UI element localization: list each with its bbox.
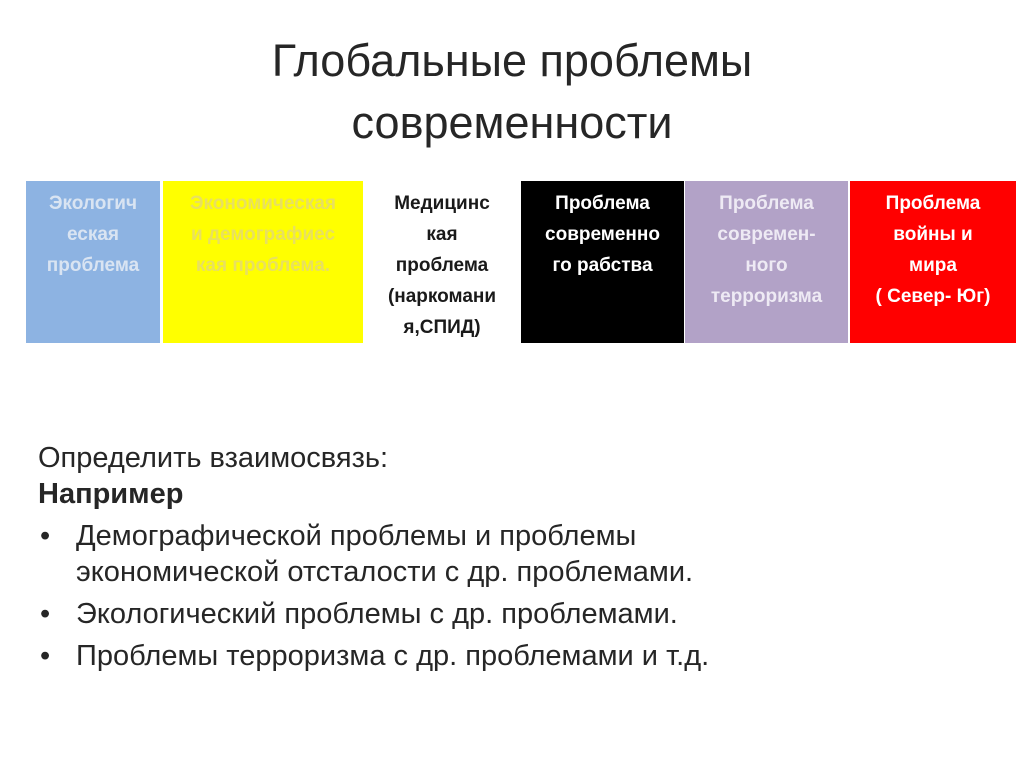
slide-title <box>0 30 1024 154</box>
example-label: Например <box>38 478 184 510</box>
bullet-line: экономической отсталости с др. проблемами. <box>76 556 694 588</box>
slide-title-line-2: современности <box>351 97 673 148</box>
bullet-line: Проблемы терроризма с др. проблемами и т.д. <box>76 640 710 672</box>
slide-body <box>38 440 998 674</box>
problem-ecological-line: проблема <box>46 255 140 276</box>
problem-war-line: мира <box>909 255 957 276</box>
problem-economic-demographic <box>163 181 363 343</box>
bullet-item <box>38 596 998 632</box>
problem-war-line: войны и <box>893 224 973 245</box>
problem-medical-line: я,СПИД) <box>403 317 481 338</box>
problem-war-line: Проблема <box>885 193 981 214</box>
problem-medical-line: (наркомани <box>387 286 497 307</box>
problem-terrorism <box>685 181 848 343</box>
bullet-item <box>38 518 998 590</box>
problem-ecological-line: еская <box>66 224 120 245</box>
problem-medical-line: кая <box>426 224 458 245</box>
problem-medical-line: проблема <box>395 255 489 276</box>
intro-text: Определить взаимосвязь: <box>38 442 389 474</box>
bullet-item <box>38 638 998 674</box>
problem-economic-line: Экономическая <box>189 193 337 214</box>
bullet-dot-icon: • <box>40 520 51 552</box>
problem-slavery-line: го рабства <box>552 255 653 276</box>
global-problems-row <box>26 181 1016 343</box>
problem-medical <box>366 181 518 343</box>
problem-terrorism-line: терроризма <box>710 286 823 307</box>
problem-terrorism-line: современ- <box>717 224 816 245</box>
bullet-line: Экологический проблемы с др. проблемами. <box>76 598 678 630</box>
bullet-list <box>38 518 998 674</box>
problem-slavery-line: Проблема <box>555 193 650 214</box>
problem-economic-line: кая проблема. <box>195 255 331 276</box>
problem-ecological-line: Экологич <box>49 193 137 214</box>
problem-war-and-peace <box>850 181 1016 343</box>
bullet-dot-icon: • <box>40 640 51 672</box>
problem-slavery-line: современно <box>545 224 660 245</box>
bullet-dot-icon: • <box>40 598 51 630</box>
problem-modern-slavery <box>521 181 684 343</box>
slide-title-line-1: Глобальные проблемы <box>271 35 753 86</box>
problem-economic-line: и демографиес <box>190 224 336 245</box>
problem-war-line: ( Север- Юг) <box>875 286 991 307</box>
problem-terrorism-line: ного <box>745 255 788 276</box>
problem-terrorism-line: Проблема <box>719 193 814 214</box>
bullet-line: Демографической проблемы и проблемы <box>76 520 637 552</box>
problem-ecological <box>26 181 160 343</box>
problem-medical-line: Медицинс <box>394 193 490 214</box>
